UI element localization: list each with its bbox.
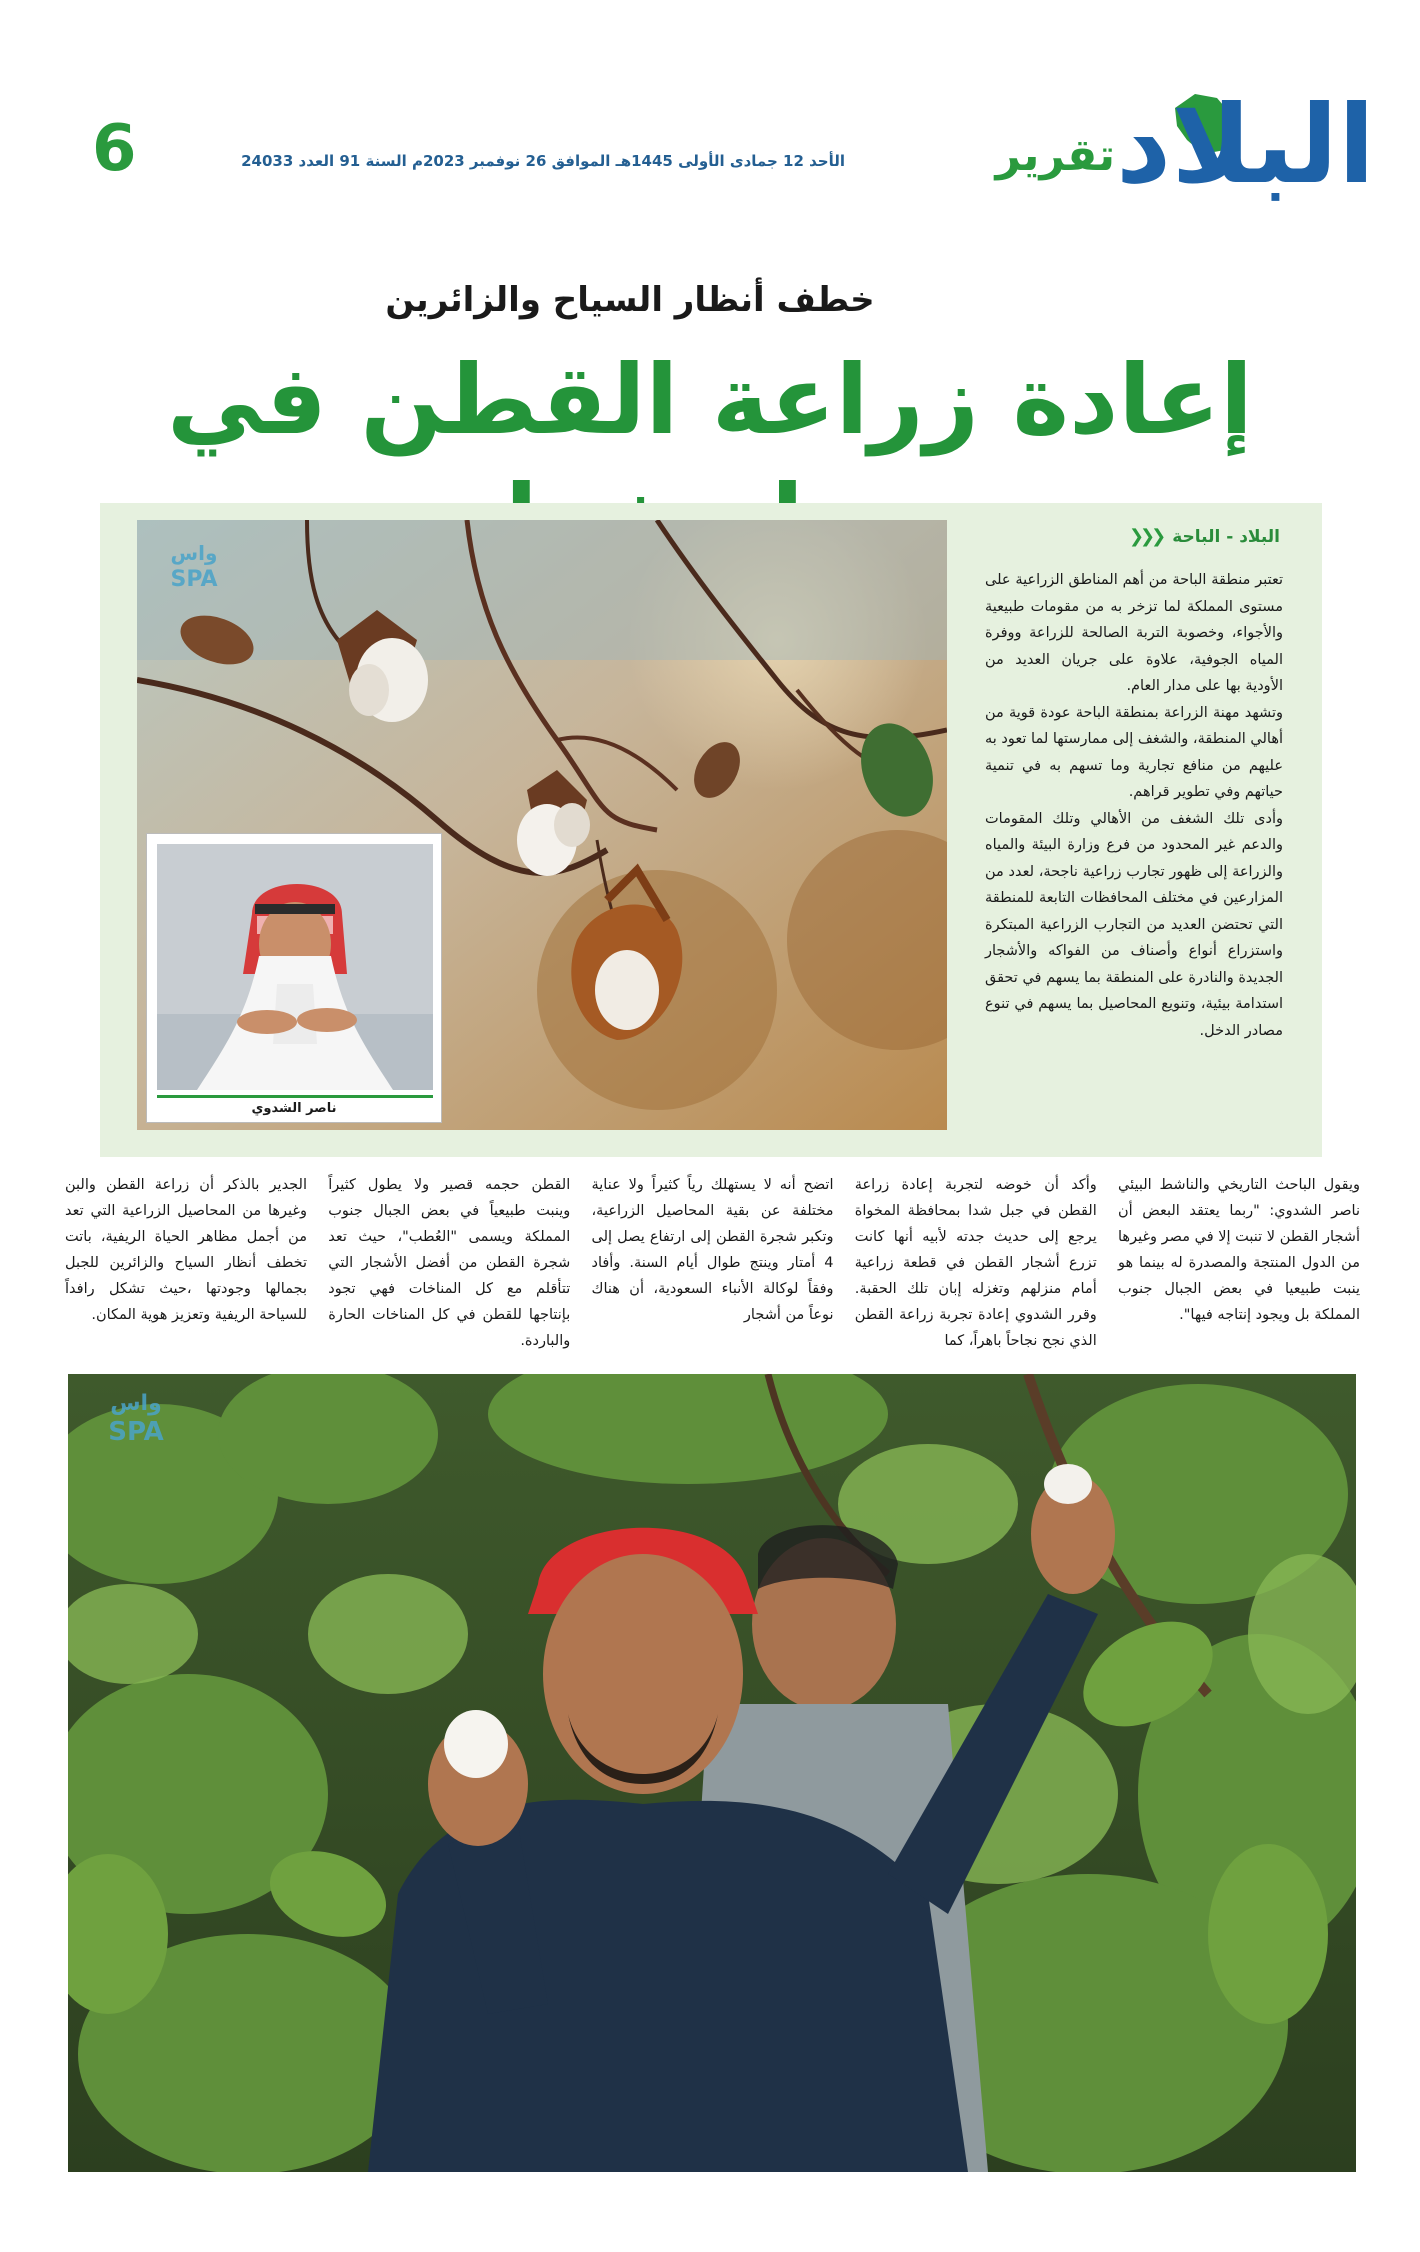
article-column: القطن حجمه قصير ولا يطول كثيراً وينبت طبيعياً في بعض الجبال جنوب المملكة ويسمى "العُطب"، حيث تعد شجرة القطن من أفضل الأشجار التي تتأقلم مع كل المناخات فهي تجود بإنتاجها للقطن في كل المناخات الحارة والباردة. — [328, 1177, 571, 1349]
svg-text:واس: واس — [170, 541, 218, 565]
article-column: الجدير بالذكر أن زراعة القطن والبن وغيرها من المحاصيل الزراعية التي تعد من أجمل مظاهر الحياة الريفية، باتت تخطف أنظار السياح والزائرين للجبل بجمالها وجودتها ،حيث تشكل رافداً للسياحة الريفية وتعزيز هوية المكان. — [65, 1177, 307, 1323]
chevrons-icon: ❮❮❮ — [1128, 526, 1163, 547]
caption-rule — [157, 1095, 433, 1098]
newspaper-logo — [1115, 83, 1375, 208]
page-number: 6 — [92, 112, 137, 186]
section-label: تقرير — [995, 130, 1115, 181]
intro-paragraph: تعتبر منطقة الباحة من أهم المناطق الزراعية على مستوى المملكة لما تزخر به من مقومات طبيعية والأجواء، وخصوبة التربة الصالحة للزراعة ووفرة المياه الجوفية، علاوة على جريان العديد من الأودية بها على مدار العام. — [985, 572, 1283, 694]
article-columns — [65, 1172, 1360, 1362]
spa-watermark — [96, 1386, 176, 1446]
svg-text:واس: واس — [110, 1391, 162, 1416]
article-column: ويقول الباحث التاريخي والناشط البيئي ناصر الشدوي: "ربما يعتقد البعض أن أشجار القطن لا تنبت إلا في مصر وغيرها من الدول المنتجة والمصدرة له بينما هو ينبت طبيعيا في بعض الجبال جنوب المملكة بل ويجود إنتاجه فيها". — [1118, 1177, 1360, 1323]
article-kicker: خطف أنظار السياح والزائرين — [385, 280, 875, 320]
intro-paragraph: وتشهد مهنة الزراعة بمنطقة الباحة عودة قوية من أهالي المنطقة، والشغف إلى ممارستها لما تعود به عليهم من منافع تجارية وما تسهم به في تنمية حياتهم وفي تطوير قراهم. — [985, 704, 1283, 800]
intro-paragraph: وأدى تلك الشغف من الأهالي وتلك المقومات والدعم غير المحدود من فرع وزارة البيئة والمياه والزراعة إلى ظهور تجارب زراعية ناجحة، لعدد من المزارعين في مختلف المحافظات التابعة للمنطقة التي تحتضن العديد من التجارب الزراعية المبتكرة واستزراع أنواع وأصناف من الفواكه والأشجار الجديدة والنادرة على المنطقة بما يسهم في تحقق استدامة بيئية، وتنويع المحاصيل بما يسهم في تنوع مصادر الدخل. — [985, 810, 1283, 1039]
intro-text — [985, 567, 1283, 1044]
spa-watermark — [159, 538, 229, 592]
svg-text:SPA: SPA — [108, 1417, 164, 1446]
portrait-caption: ناصر الشدوي — [251, 1101, 337, 1116]
byline-text: البلاد - الباحة — [1172, 526, 1280, 547]
article-column: وأكد أن خوضه لتجربة إعادة زراعة القطن في جبل شدا بمحافظة المخواة يرجع إلى حديث جدته لأبيه أنها كانت تزرع أشجار القطن في قطعة زراعية أمام منزلهم وتغزله إبان تلك الحقبة. وقرر الشدوي إعادة تجربة زراعة القطن الذي نجح نجاحاً باهراً، كما — [854, 1177, 1097, 1349]
portrait-photo — [157, 844, 433, 1090]
article-column: اتضح أنه لا يستهلك رياً كثيراً ولا عناية مختلفة عن بقية المحاصيل الزراعية، وتكبر شجرة القطن إلى ارتفاع يصل إلى 4 أمتار وينتج طوال أيام السنة. وأفاد وفقاً لوكالة الأنباء السعودية، أن هناك نوعاً من أشجار — [591, 1177, 834, 1323]
portrait-card — [146, 833, 442, 1123]
article-headline: إعادة زراعة القطن في — [167, 344, 1253, 456]
logo-wordmark: البلاد — [1115, 83, 1375, 208]
farmers-cotton-photo — [68, 1374, 1356, 2172]
issue-date-line: الأحد 12 جمادى الأولى 1445هـ الموافق 26 نوفمبر 2023م السنة 91 العدد 24033 — [241, 152, 845, 170]
article-byline — [1075, 526, 1280, 547]
svg-text:SPA: SPA — [170, 567, 218, 592]
farmers-image — [68, 1374, 1356, 2172]
